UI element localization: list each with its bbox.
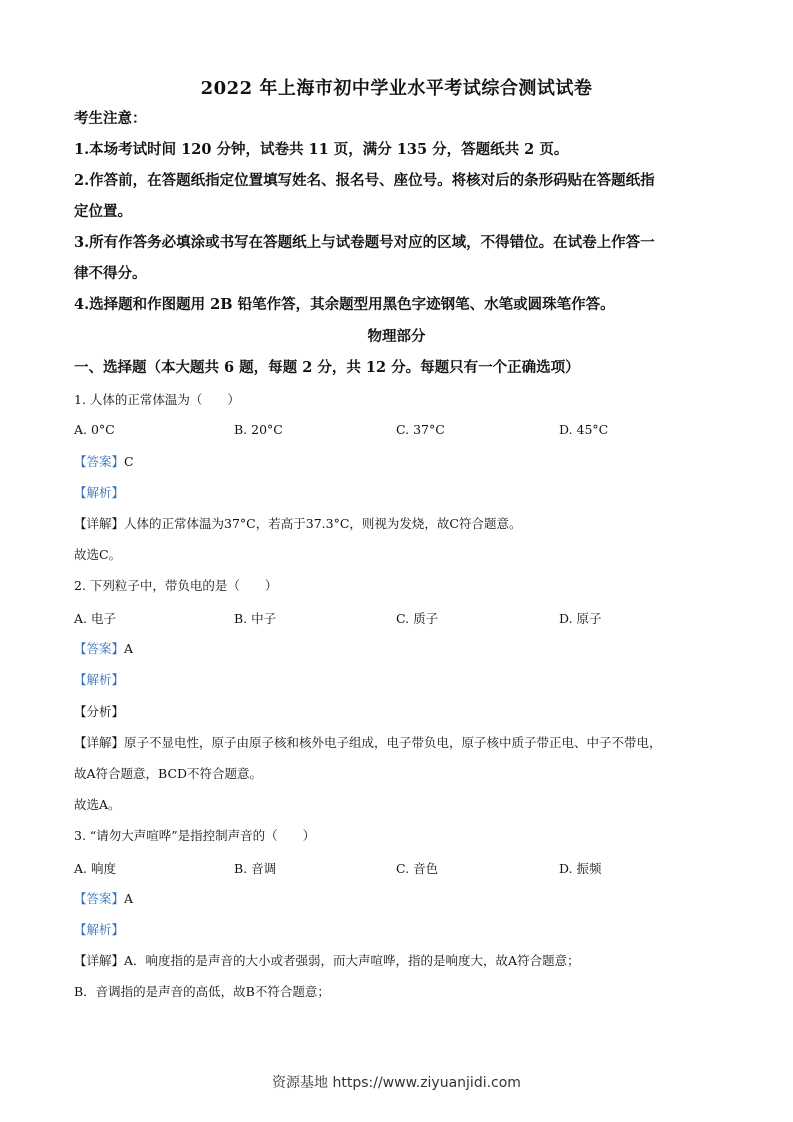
- conclusion: 故选A。: [74, 797, 121, 812]
- answer-line: [74, 890, 733, 908]
- analysis-tag: 【解析】: [74, 672, 125, 687]
- notice-item: 3.所有作答务必填涂或书写在答题纸上与试卷题号对应的区域，不得错位。在试卷上作答一: [74, 234, 655, 251]
- detail-text: 原子不显电性，原子由原子核和核外电子组成，电子带负电，原子核中质子带正电、中子不带电，: [124, 735, 662, 750]
- detail-tag: 【详解】: [74, 516, 125, 531]
- notice-item: 4.选择题和作图题用 2B 铅笔作答，其余题型用黑色字迹钢笔、水笔或圆珠笔作答。: [74, 296, 615, 313]
- answer-line: [74, 640, 733, 658]
- question-stem: 3. “请勿大声喧哗”是指控制声音的（ ）: [74, 828, 316, 843]
- answer-value: A: [124, 641, 134, 656]
- part-heading: 一、选择题（本大题共 6 题，每题 2 分，共 12 分。每题只有一个正确选项）: [74, 359, 580, 376]
- page-title: 2022 年上海市初中学业水平考试综合测试试卷: [200, 78, 593, 99]
- option-a: A. 响度: [74, 861, 116, 876]
- answer-tag: 【答案】: [74, 641, 125, 656]
- answer-value: C: [124, 454, 134, 469]
- option-a: A. 电子: [74, 611, 116, 626]
- analysis-tag: 【解析】: [74, 922, 125, 937]
- option-b: B. 中子: [234, 611, 277, 626]
- answer-value: A: [124, 891, 134, 906]
- option-b: B. 20°C: [234, 422, 283, 437]
- detail-line: [74, 952, 733, 970]
- detail-line: [74, 734, 733, 752]
- notice-heading: 考生注意：: [74, 110, 147, 127]
- option-d: D. 原子: [559, 611, 602, 626]
- question-stem: 1. 人体的正常体温为（ ）: [74, 392, 240, 407]
- answer-line: [74, 453, 733, 471]
- option-d: D. 45°C: [559, 422, 609, 437]
- option-d: D. 振频: [559, 861, 602, 876]
- analysis-tag: 【解析】: [74, 485, 125, 500]
- option-c: C. 37°C: [396, 422, 445, 437]
- detail-text: 人体的正常体温为37°C，若高于37.3°C，则视为发烧，故C符合题意。: [124, 516, 522, 531]
- detail-cont: B．音调指的是声音的高低，故B不符合题意；: [74, 984, 330, 999]
- footer-watermark: 资源基地 https://www.ziyuanjidi.com: [272, 1075, 521, 1091]
- answer-tag: 【答案】: [74, 454, 125, 469]
- notice-item: 律不得分。: [74, 265, 147, 282]
- option-c: C. 音色: [396, 861, 439, 876]
- notice-item: 1.本场考试时间 120 分钟，试卷共 11 页，满分 135 分，答题纸共 2 页。: [74, 141, 569, 158]
- detail-tag: 【详解】: [74, 953, 125, 968]
- detail-tag: 【详解】: [74, 735, 125, 750]
- option-c: C. 质子: [396, 611, 439, 626]
- option-a: A. 0°C: [74, 422, 115, 437]
- detail-text: A．响度指的是声音的大小或者强弱，而大声喧哗，指的是响度大，故A符合题意；: [124, 953, 580, 968]
- section-title: 物理部分: [367, 328, 426, 345]
- conclusion: 故选C。: [74, 547, 122, 562]
- detail-cont: 故A符合题意，BCD不符合题意。: [74, 766, 263, 781]
- notice-item: 2.作答前，在答题纸指定位置填写姓名、报名号、座位号。将核对后的条形码贴在答题纸指: [74, 172, 655, 189]
- notice-item: 定位置。: [74, 203, 132, 220]
- fenxi-tag: 【分析】: [74, 704, 125, 719]
- detail-line: [74, 515, 733, 533]
- answer-tag: 【答案】: [74, 891, 125, 906]
- option-b: B. 音调: [234, 861, 277, 876]
- question-stem: 2. 下列粒子中，带负电的是（ ）: [74, 578, 278, 593]
